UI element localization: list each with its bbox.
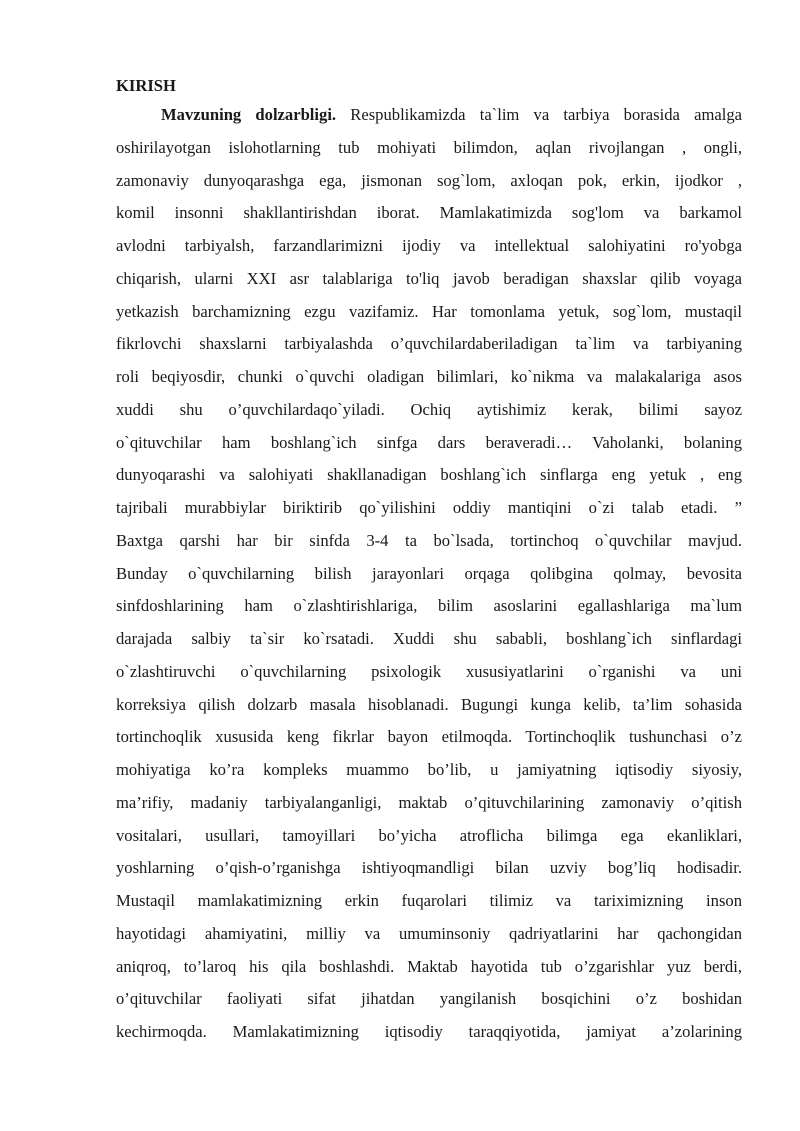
paragraph-line: zamonaviy dunyoqarashga ega, jismonan sog`lom, axloqan pok, erkin, ijodkor ,	[116, 170, 742, 190]
paragraph-line: darajada salbiy ta`sir ko`rsatadi. Xuddi shu sababli, boshlang`ich sinflardagi	[116, 629, 742, 648]
paragraph-line: Bunday o`quvchilarning bilish jarayonlari orqaga qolibgina qolmay, bevosita	[116, 563, 742, 583]
paragraph-line: oshirilayotgan islohotlarning tub mohiyati bilimdon, aqlan rivojlangan , ongli,	[116, 137, 742, 157]
paragraph-line: chiqarish, ularni XXI asr talablariga to'liq javob beradigan shaxslar qilib voyaga	[116, 268, 742, 288]
paragraph-line: ma’rifiy, madaniy tarbiyalanganligi, maktab o’qituvchilarining zamonaviy o’qitish	[116, 792, 742, 812]
paragraph-line: tortinchoqlik xususida keng fikrlar bayon etilmoqda. Tortinchoqlik tushunchasi o’z	[116, 727, 742, 747]
paragraph-line: sinfdoshlarining ham o`zlashtirishlariga, bilim asoslarini egallashlariga ma`lum	[116, 596, 742, 616]
paragraph-line: vositalari, usullari, tamoyillari bo’yicha atroflicha bilimga ega ekanliklari,	[116, 825, 742, 845]
page-heading: KIRISH	[116, 76, 176, 95]
paragraph-line: roli beqiyosdir, chunki o`quvchi oladigan bilimlari, ko`nikma va malakalariga asos	[116, 367, 742, 386]
paragraph-line: kechirmoqda. Mamlakatimizning iqtisodiy taraqqiyotida, jamiyat a’zolarining	[116, 1022, 742, 1041]
paragraph-line: avlodni tarbiyalsh, farzandlarimizni ijodiy va intellektual salohiyatini ro'yobga	[116, 236, 742, 255]
paragraph-line	[116, 99, 742, 132]
paragraph-line: yoshlarning o’qish-o’rganishga ishtiyoqmandligi bilan uzviy bog’liq hodisadir.	[116, 858, 742, 878]
paragraph-line: dunyoqarashi va salohiyati shakllanadigan boshlang`ich sinflarga eng yetuk , eng	[116, 465, 742, 485]
line-text: Respublikamizda ta`lim va tarbiya borasida amalga	[336, 105, 742, 124]
document-body	[116, 73, 742, 1049]
paragraph-line: mohiyatiga ko’ra kompleks muammo bo’lib, u jamiyatning iqtisodiy siyosiy,	[116, 760, 742, 779]
paragraph-line: komil insonni shakllantirishdan iborat. Mamlakatimizda sog'lom va barkamol	[116, 203, 742, 223]
paragraph-line: yetkazish barchamizning ezgu vazifamiz. Har tomonlama yetuk, sog`lom, mustaqil	[116, 301, 742, 321]
paragraph-line: hayotidagi ahamiyatini, milliy va umuminsoniy qadriyatlarini har qachongidan	[116, 923, 742, 943]
paragraph-line: tajribali murabbiylar biriktirib qo`yilishini oddiy mantiqini o`zi talab etadi. ”	[116, 498, 742, 517]
paragraph-line: korreksiya qilish dolzarb masala hisoblanadi. Bugungi kunga kelib, ta’lim sohasida	[116, 694, 742, 714]
section-title: Mavzuning dolzarbligi.	[161, 105, 337, 124]
paragraph-line: Mustaqil mamlakatimizning erkin fuqarolari tilimiz va tariximizning inson	[116, 891, 742, 910]
paragraph-line: fikrlovchi shaxslarni tarbiyalashda o’quvchilardaberiladigan ta`lim va tarbiyaning	[116, 334, 742, 354]
paragraph-line: o`zlashtiruvchi o`quvchilarning psixologik xususiyatlarini o`rganishi va uni	[116, 661, 742, 681]
paragraph-line: Baxtga qarshi har bir sinfda 3-4 ta bo`lsada, tortinchoq o`quvchilar mavjud.	[116, 530, 742, 550]
paragraph-line: o`qituvchilar ham boshlang`ich sinfga dars beraveradi… Vaholanki, bolaning	[116, 432, 742, 452]
paragraph-line: o’qituvchilar faoliyati sifat jihatdan yangilanish bosqichini o’z boshidan	[116, 989, 742, 1009]
paragraph-line: xuddi shu o’quvchilardaqo`yiladi. Ochiq aytishimiz kerak, bilimi sayoz	[116, 399, 742, 419]
paragraph-line: aniqroq, to’laroq his qila boshlashdi. Maktab hayotida tub o’zgarishlar yuz berdi,	[116, 956, 742, 976]
